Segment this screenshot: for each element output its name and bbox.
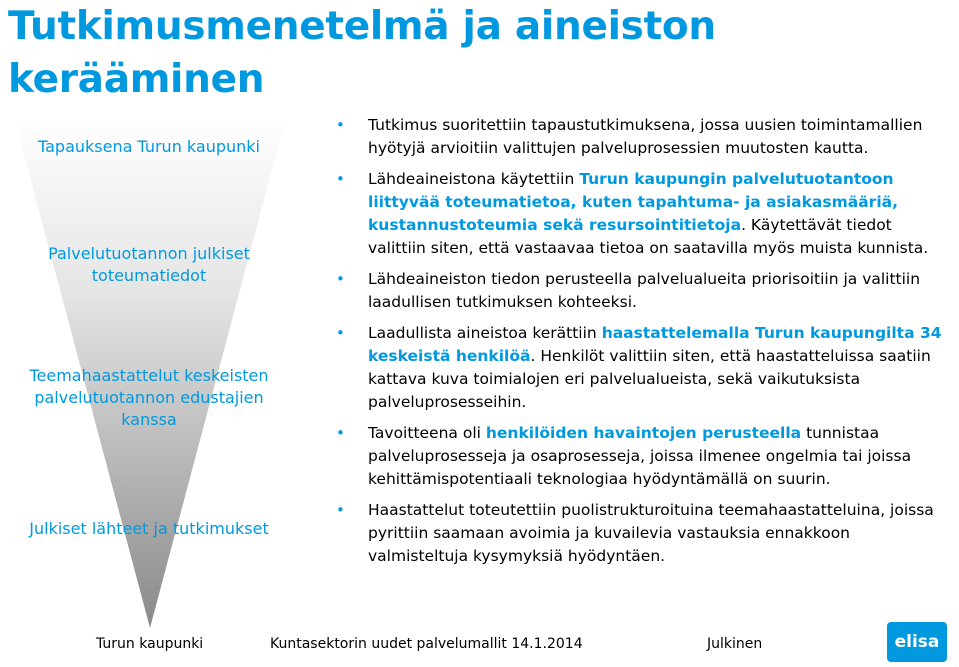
bullet-highlight-text: Turun kaupungin palvelutuotantoon liittyvää toteumatietoa, kuten tapahtuma- ja asiakasmääriä, kustannustoteumia sekä resursointitietoja xyxy=(368,170,898,234)
bullet-text: Tutkimus suoritettiin tapaustutkimuksena, jossa uusien toimintamallien hyötyjä arvioitiin valittujen palveluprosessien muutosten kautta. xyxy=(368,116,923,157)
funnel-layer-sources: Julkiset lähteet ja tutkimukset xyxy=(29,519,269,538)
bullet-text: . Käytettävät tiedot valittiin siten, että vastaavaa tietoa on saatavilla myös muista kunnista. xyxy=(368,216,929,257)
funnel-layer-interviews: Teemahaastattelut keskeisten palvelutuotannon edustajien kanssa xyxy=(29,366,269,429)
bullet-icon: • xyxy=(336,324,345,342)
bullet-item xyxy=(336,168,948,260)
bullet-icon: • xyxy=(336,170,345,188)
funnel-layer-public-data: Palvelutuotannon julkiset toteumatiedot xyxy=(48,244,250,285)
footer-organization: Turun kaupunki xyxy=(96,636,204,652)
footer-classification: Julkinen xyxy=(707,636,763,652)
page-title: Tutkimusmenetelmä ja aineiston kerääminen xyxy=(8,4,716,102)
bullet-text: Laadullista aineistoa kerättiin xyxy=(368,324,602,342)
bullet-item xyxy=(336,268,948,314)
bullet-item xyxy=(336,322,948,414)
bullet-text: Tavoitteena oli xyxy=(368,424,486,442)
bullet-highlight-text: haastattelemalla Turun kaupungilta 34 keskeistä henkilöä xyxy=(368,324,942,365)
bullet-list xyxy=(336,114,948,576)
bullet-item xyxy=(336,114,948,160)
bullet-icon: • xyxy=(336,424,345,442)
bullet-text: . Henkilöt valittiin siten, että haastatteluissa saatiin kattava kuva toimialojen eri palvelualueista, sekä vaikutuksista palveluprosesseihin. xyxy=(368,347,931,411)
bullet-item xyxy=(336,422,948,491)
bullet-icon: • xyxy=(336,270,345,288)
bullet-text: Lähdeaineiston tiedon perusteella palvelualueita priorisoitiin ja valittiin laadullisen tutkimuksen kohteeksi. xyxy=(368,270,921,311)
bullet-icon: • xyxy=(336,501,345,519)
bullet-text: tunnistaa palveluprosesseja ja osaprosesseja, joissa ilmenee ongelmia tai joissa kehittämispotentiaali teknologiaa hyödyntämällä on suurin. xyxy=(368,424,912,488)
funnel-layer-case: Tapauksena Turun kaupunki xyxy=(37,137,260,156)
bullet-highlight-text: henkilöiden havaintojen perusteella xyxy=(485,424,802,442)
footer-presentation-title: Kuntasektorin uudet palvelumallit 14.1.2014 xyxy=(270,636,583,652)
bullet-text: Lähdeaineistona käytettiin xyxy=(368,170,580,188)
bullet-item xyxy=(336,499,948,568)
bullet-icon: • xyxy=(336,116,345,134)
elisa-logo: elisa xyxy=(887,622,947,662)
bullet-text: Haastattelut toteutettiin puolistrukturoituina teemahaastatteluina, joissa pyrittiin saamaan avoimia ja kuvailevia vastauksia ennakkoon valmisteltuja kysymyksiä hyödyntäen. xyxy=(368,501,934,565)
